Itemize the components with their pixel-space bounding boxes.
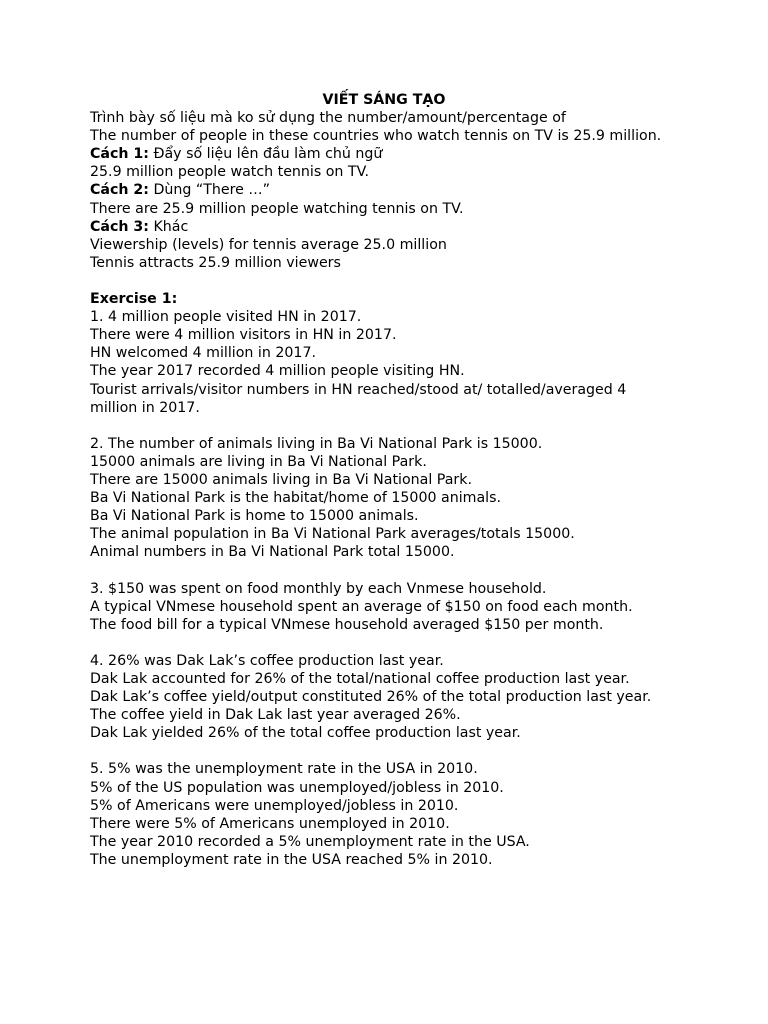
- exercise-item-5-line: The unemployment rate in the USA reached 5% in 2010.: [90, 851, 493, 868]
- method-2-example: There are 25.9 million people watching tennis on TV.: [90, 200, 464, 217]
- exercise-item-1-line: 1. 4 million people visited HN in 2017.: [90, 309, 362, 326]
- exercise-item-5-line: The year 2010 recorded a 5% unemployment rate in the USA.: [90, 833, 530, 850]
- method-3: [90, 218, 690, 236]
- intro-line: Trình bày số liệu mà ko sử dụng the number/amount/percentage of: [90, 110, 566, 127]
- exercise-item-2-line: 15000 animals are living in Ba Vi National Park.: [90, 453, 427, 470]
- exercise-item-4-line: Dak Lak’s coffee yield/output constituted 26% of the total production last year.: [90, 689, 652, 706]
- exercise-item-1-line: Tourist arrivals/visitor numbers in HN reached/stood at/ totalled/averaged 4 million in 2017.: [90, 381, 627, 416]
- method-3-label: Cách 3:: [90, 218, 149, 235]
- method-2-label: Cách 2:: [90, 182, 149, 199]
- method-3-text: Khác: [148, 218, 189, 235]
- exercise-item-5-line: 5% of the US population was unemployed/jobless in 2010.: [90, 779, 504, 796]
- method-1-label: Cách 1:: [90, 146, 149, 163]
- spacer: [90, 272, 690, 290]
- exercise-item-5-line: 5% of Americans were unemployed/jobless in 2010.: [90, 797, 459, 814]
- exercise-item-2-line: There are 15000 animals living in Ba Vi National Park.: [90, 471, 472, 488]
- document-page: [90, 91, 690, 869]
- exercise-heading: [90, 290, 690, 308]
- exercise-item-3-line: 3. $150 was spent on food monthly by each Vnmese household.: [90, 580, 547, 597]
- page-title: VIẾT SÁNG TẠO: [322, 92, 446, 108]
- method-3-example-1: Viewership (levels) for tennis average 25.0 million: [90, 236, 447, 253]
- spacer: [90, 742, 690, 760]
- method-1: [90, 145, 690, 163]
- exercise-item-2-line: The animal population in Ba Vi National Park averages/totals 15000.: [90, 526, 575, 543]
- method-2: [90, 181, 690, 199]
- exercise-item-5-line: 5. 5% was the unemployment rate in the USA in 2010.: [90, 761, 478, 778]
- exercise-item-3-line: A typical VNmese household spent an average of $150 on food each month.: [90, 598, 633, 615]
- exercise-item-1-line: HN welcomed 4 million in 2017.: [90, 345, 316, 362]
- exercise-item-2-line: Animal numbers in Ba Vi National Park total 15000.: [90, 544, 455, 561]
- exercise-item-2-line: 2. The number of animals living in Ba Vi National Park is 15000.: [90, 435, 543, 452]
- exercise-item-2-line: Ba Vi National Park is the habitat/home of 15000 animals.: [90, 490, 501, 507]
- exercise-item-4-line: Dak Lak yielded 26% of the total coffee production last year.: [90, 725, 521, 742]
- method-3-example-2: Tennis attracts 25.9 million viewers: [90, 254, 341, 271]
- spacer: [90, 561, 690, 579]
- exercise-heading-text: Exercise 1:: [90, 291, 178, 308]
- exercise-item-4-line: 4. 26% was Dak Lak’s coffee production last year.: [90, 652, 444, 669]
- method-1-example: 25.9 million people watch tennis on TV.: [90, 164, 369, 181]
- exercise-item-1-line: The year 2017 recorded 4 million people visiting HN.: [90, 363, 465, 380]
- spacer: [90, 417, 690, 435]
- method-2-text: Dùng “There …”: [148, 182, 270, 199]
- spacer: [90, 634, 690, 652]
- method-1-text: Đẩy số liệu lên đầu làm chủ ngữ: [148, 146, 383, 163]
- exercise-item-1-line: There were 4 million visitors in HN in 2017.: [90, 327, 397, 344]
- intro-example: The number of people in these countries who watch tennis on TV is 25.9 million.: [90, 128, 662, 145]
- exercise-item-3-line: The food bill for a typical VNmese household averaged $150 per month.: [90, 616, 604, 633]
- exercise-item-2-line: Ba Vi National Park is home to 15000 animals.: [90, 508, 419, 525]
- exercise-item-5-line: There were 5% of Americans unemployed in 2010.: [90, 815, 450, 832]
- exercise-item-4-line: Dak Lak accounted for 26% of the total/national coffee production last year.: [90, 671, 630, 687]
- exercise-item-4-line: The coffee yield in Dak Lak last year averaged 26%.: [90, 707, 461, 724]
